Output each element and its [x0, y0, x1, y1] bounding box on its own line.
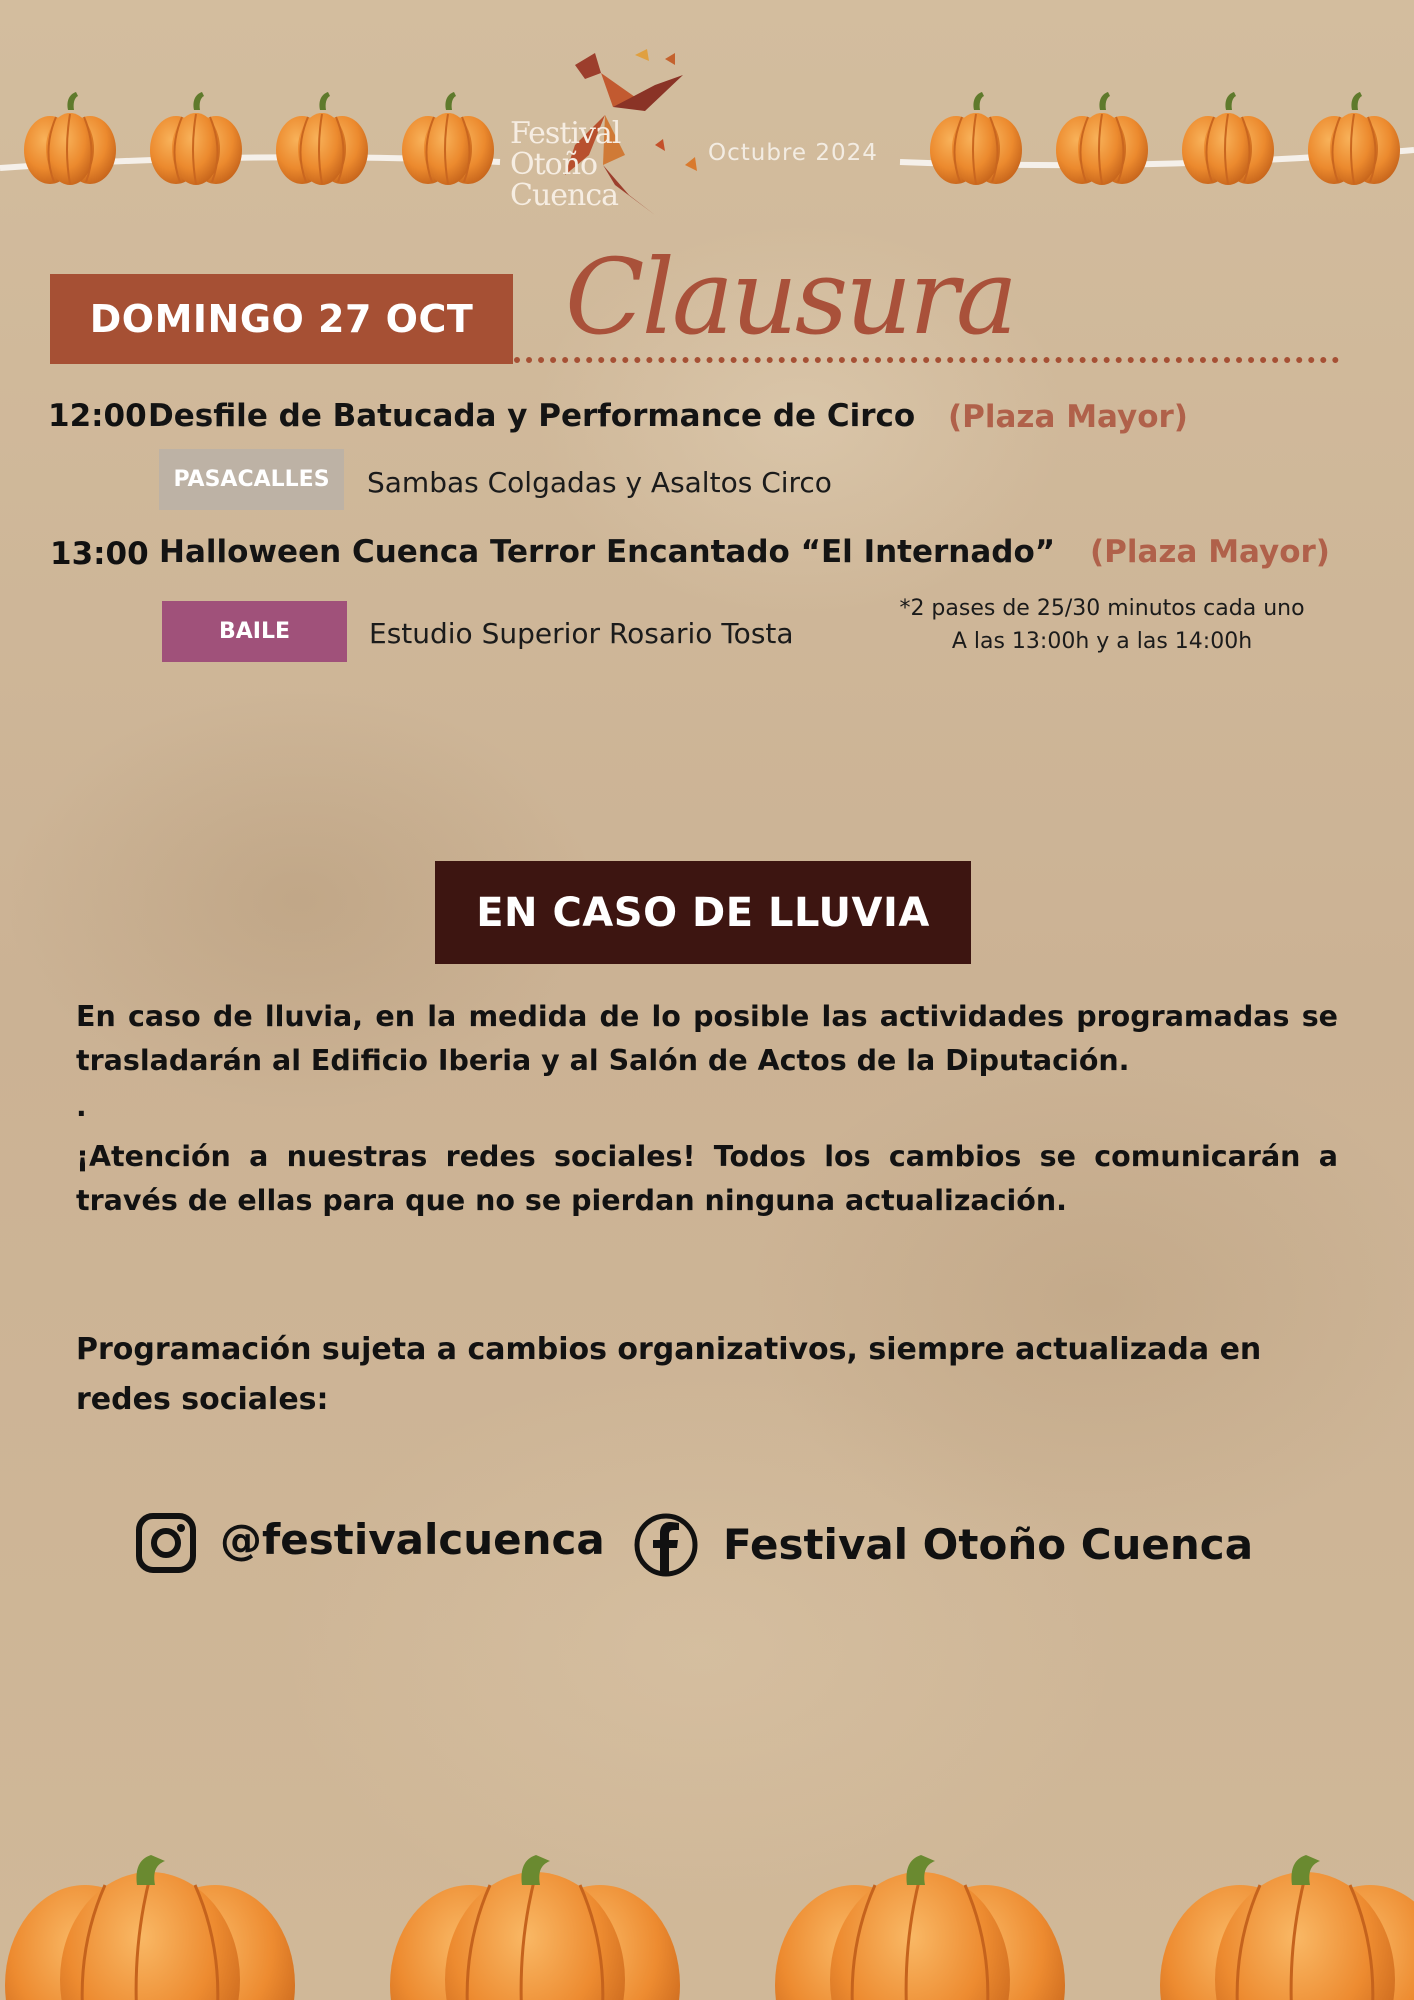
rain-title: EN CASO DE LLUVIA: [476, 889, 930, 936]
event-title: Halloween Cuenca Terror Encantado “El Internado”: [159, 534, 1056, 570]
changes-notice: Programación sujeta a cambios organizativos, siempre actualizada en redes sociales:: [76, 1332, 1262, 1417]
instagram-icon[interactable]: [135, 1512, 197, 1574]
dotted-divider: [514, 357, 1339, 363]
event-note: [862, 592, 1342, 658]
pumpkin-icon: [926, 92, 1026, 188]
pumpkin-icon: [775, 1855, 1065, 2000]
day-title: Clausura: [565, 236, 1015, 358]
day-banner: [50, 274, 513, 364]
pumpkin-icon: [272, 92, 372, 188]
category-tag: BAILE: [162, 601, 347, 662]
event-time: 13:00: [50, 536, 149, 572]
pumpkin-icon: [1052, 92, 1152, 188]
pumpkin-icon: [5, 1855, 295, 2000]
event-venue: (Plaza Mayor): [948, 399, 1188, 435]
pumpkin-icon: [1178, 92, 1278, 188]
rain-paragraph: En caso de lluvia, en la medida de lo posible las actividades programadas se trasladarán al Edificio Iberia y al Salón de Actos de la Diputación.: [76, 1000, 1338, 1077]
note-line: *2 pases de 25/30 minutos cada uno: [899, 596, 1305, 621]
facebook-icon[interactable]: [633, 1512, 699, 1578]
pumpkin-icon: [398, 92, 498, 188]
pumpkin-icon: [20, 92, 120, 188]
pumpkin-icon: [1160, 1855, 1414, 2000]
rain-banner: [435, 861, 971, 964]
festival-month: Octubre 2024: [708, 140, 878, 166]
logo-line: Festival: [510, 116, 621, 151]
event-performer: Sambas Colgadas y Asaltos Circo: [367, 466, 832, 499]
event-time: 12:00: [48, 398, 147, 434]
day-label: DOMINGO 27 OCT: [89, 297, 474, 341]
category-tag: PASACALLES: [159, 449, 344, 510]
instagram-handle[interactable]: @festivalcuenca: [220, 1515, 605, 1564]
note-line: A las 13:00h y a las 14:00h: [951, 629, 1253, 654]
pumpkin-icon: [146, 92, 246, 188]
festival-logo-wordmark: [510, 118, 630, 211]
pumpkin-icon: [1304, 92, 1404, 188]
paragraph-separator: .: [76, 1090, 87, 1123]
social-paragraph: ¡Atención a nuestras redes sociales! Todos los cambios se comunicarán a través de ellas para que no se pierdan ninguna actualización.: [76, 1140, 1338, 1217]
event-title: Desfile de Batucada y Performance de Circo: [148, 398, 916, 434]
event-venue: (Plaza Mayor): [1090, 534, 1330, 570]
facebook-page-name[interactable]: Festival Otoño Cuenca: [723, 1520, 1254, 1569]
logo-line: Cuenca: [510, 178, 619, 213]
event-performer: Estudio Superior Rosario Tosta: [369, 617, 794, 650]
logo-line: Otoño: [510, 147, 598, 182]
pumpkin-icon: [390, 1855, 680, 2000]
